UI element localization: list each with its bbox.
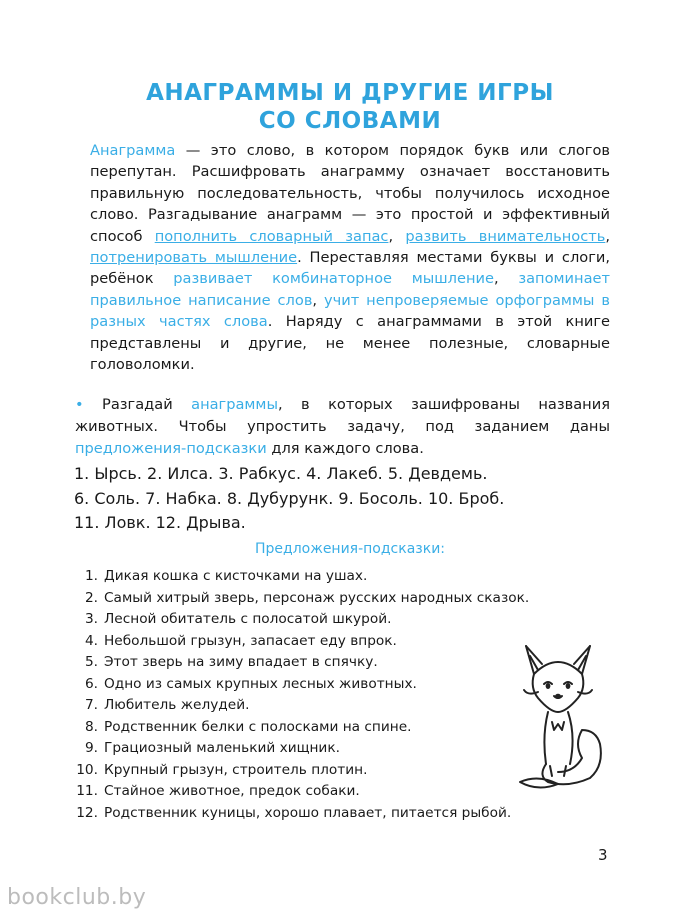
hint-text: Любитель желудей. (104, 697, 250, 713)
hint-text: Родственник белки с полосками на спине. (104, 718, 412, 735)
hint-text: Лесной обитатель с полосатой шкурой. (104, 611, 392, 627)
highlight-vocabulary: пополнить словарный запас (154, 227, 389, 245)
hint-text: Самый хитрый зверь, персонаж русских народных сказок. (104, 589, 530, 606)
hint-number: 6. (84, 675, 98, 692)
hint-item (72, 588, 529, 610)
hint-number: 5. (84, 654, 98, 670)
hint-item (72, 695, 529, 717)
hint-text: Небольшой грызун, запасает еду впрок. (104, 632, 397, 649)
task-instruction (75, 394, 610, 460)
term-anagram: Анаграмма (90, 142, 176, 159)
task-highlight-hints: предложения-подсказки (75, 440, 267, 457)
intro-text: , (312, 291, 324, 309)
hint-text: Родственник куницы, хорошо плавает, питается рыбой. (104, 804, 512, 821)
hint-item (72, 717, 529, 739)
highlight-thinking: потренировать мышление (90, 249, 298, 267)
hint-number: 4. (84, 632, 98, 649)
intro-paragraph (90, 140, 610, 375)
highlight-attention: развить внимательность (405, 227, 606, 245)
hint-text: Одно из самых крупных лесных животных. (104, 675, 417, 692)
hint-number: 1. (84, 568, 98, 584)
fox-illustration-icon (508, 626, 608, 796)
intro-text: . Переставляя местами буквы и слоги, ребёнок (90, 249, 610, 288)
hint-item (72, 609, 529, 631)
hint-number: 8. (84, 718, 98, 735)
anagram-line: 1. Ырсь. 2. Илса. 3. Рабкус. 4. Лакеб. 5. Девдемь. (74, 464, 488, 483)
hint-number: 11. (76, 783, 98, 799)
page-title-line-2: СО СЛОВАМИ (258, 108, 442, 134)
hint-item (72, 652, 529, 674)
highlight-spelling: запоминает правильное написание слов (90, 270, 610, 309)
task-text: Разгадай (83, 396, 192, 413)
highlight-combinatorial: развивает комбинаторное мышление (173, 270, 494, 288)
hint-number: 12. (76, 804, 98, 821)
hint-text: Крупный грызун, строитель плотин. (104, 761, 368, 778)
highlight-orthograms: учит непроверяемые орфограммы в разных частях слова (90, 291, 610, 331)
hint-item (72, 674, 529, 696)
intro-text: . Наряду с анаграммами в этой книге представлены и другие, не менее полезные, словарные головоломки. (90, 313, 610, 374)
bullet-icon: • (75, 396, 84, 413)
page-title-line-1: АНАГРАММЫ И ДРУГИЕ ИГРЫ (146, 80, 554, 106)
task-text: , в которых зашифрованы названия животных. Чтобы упростить задачу, под заданием даны (75, 396, 610, 435)
hint-item (72, 738, 529, 760)
anagram-list (74, 462, 619, 536)
hint-text: Стайное животное, предок собаки. (104, 783, 360, 799)
hint-number: 9. (84, 740, 98, 756)
hint-number: 3. (84, 611, 98, 627)
task-highlight-anagrams: анаграммы (191, 396, 278, 413)
anagram-line: 11. Ловк. 12. Дрыва. (74, 513, 246, 532)
hint-text: Грациозный маленький хищник. (104, 740, 340, 756)
hints-heading: Предложения-подсказки: (254, 541, 446, 557)
hint-text: Дикая кошка с кисточками на ушах. (104, 568, 368, 584)
hints-list (72, 566, 529, 824)
intro-text: — это слово, в котором порядок букв или слогов перепутан. Расшифровать анаграмму означает восстановить правильную последовательность, чтобы получилось исходное слово. Разгадывание анаграмм — это простой и эффективный способ (90, 142, 610, 245)
anagram-line: 6. Соль. 7. Набка. 8. Дубурунк. 9. Босоль. 10. Броб. (74, 488, 505, 508)
intro-text: , (605, 227, 610, 245)
hint-item (72, 781, 529, 803)
hint-item (72, 760, 529, 782)
hint-number: 10. (76, 761, 98, 778)
intro-text: , (388, 227, 406, 245)
footer-watermark: bookclub.by (7, 885, 147, 910)
page-number: 3 (598, 846, 608, 864)
intro-text: , (493, 270, 519, 288)
hint-item (72, 631, 529, 653)
hint-item (72, 803, 529, 825)
hint-text: Этот зверь на зиму впадает в спячку. (104, 654, 378, 670)
hint-item (72, 566, 529, 588)
task-text: для каждого слова. (266, 440, 424, 457)
hint-number: 7. (84, 697, 98, 713)
hint-number: 2. (84, 589, 98, 606)
